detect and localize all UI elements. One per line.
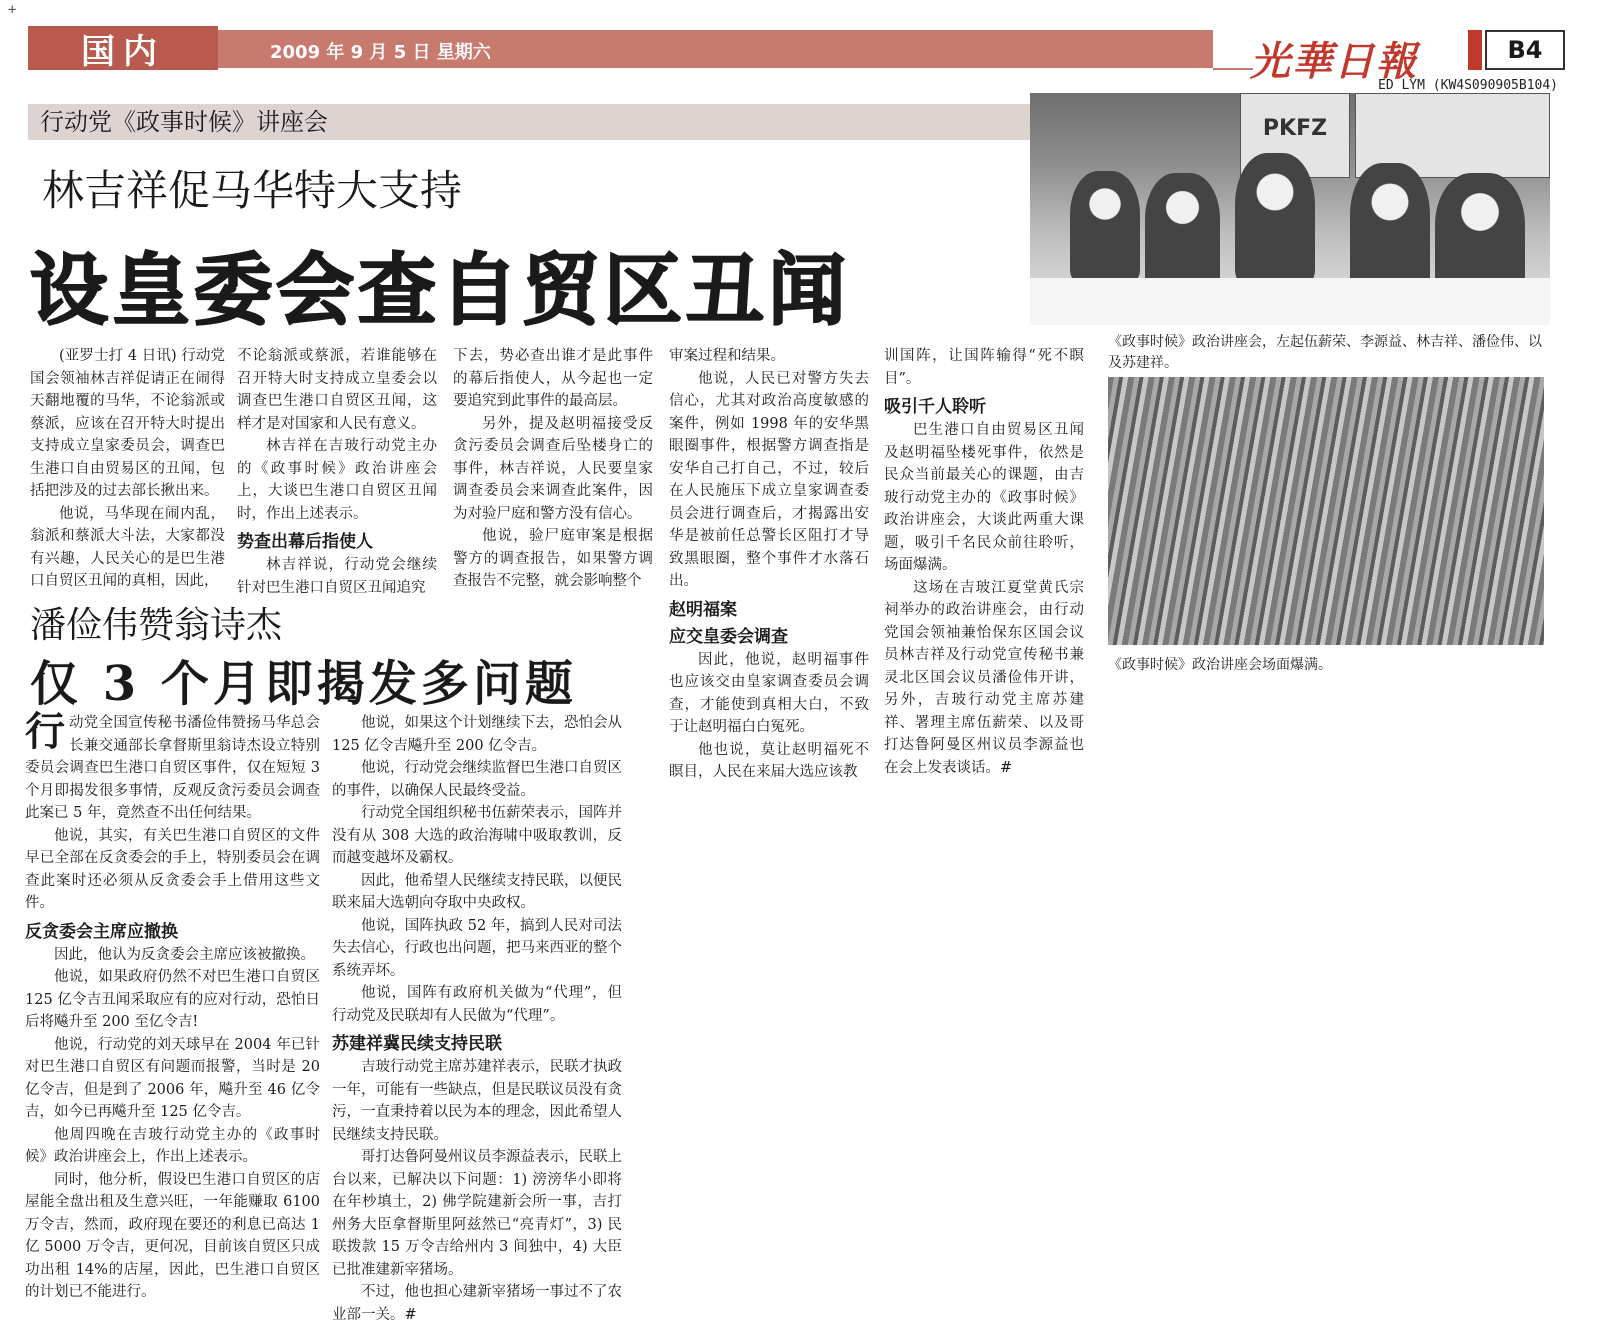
accent-bar (1468, 30, 1482, 70)
article1-column-5 (884, 345, 1084, 779)
paragraph: 他说，行动党会继续监督巴生港口自贸区的事件，以确保人民最终受益。 (332, 760, 622, 799)
paragraph: 审案过程和结果。 (669, 348, 785, 364)
speaker-figure (1235, 153, 1315, 283)
paragraph: 他说，其实，有关巴生港口自贸区的文件早已全部在反贪委会的手上，特别委员会在调查此案时还必须从反贪委会手上借用这些文件。 (25, 827, 320, 911)
drop-cap: 行 (25, 709, 65, 755)
paragraph: 不过，他也担心建新宰猪场一事过不了农业部一关。# (332, 1284, 622, 1323)
paragraph: 他说，国阵执政 52 年，搞到人民对司法失去信心，行政也出问题，把马来西亚的整个系统弄坏。 (332, 917, 622, 979)
table-cloth (1030, 278, 1550, 325)
audience-photo (1108, 377, 1544, 645)
paragraph: 训国阵，让国阵输得“死不瞑目”。 (884, 348, 1084, 387)
paragraph: 因此，他认为反贪委会主席应该被撤换。 (54, 946, 315, 963)
subheading: 反贪委会主席应撤换 (25, 921, 178, 942)
photo-caption: 《政事时候》政治讲座会，左起伍薪荣、李源益、林吉祥、潘俭伟、以及苏建祥。 (1108, 334, 1542, 371)
subheading: 苏建祥冀民续支持民联 (332, 1034, 502, 1054)
speaker-figure (1350, 163, 1430, 293)
paragraph: 他说，行动党的刘天球早在 2004 年已针对巴生港口自贸区有问题而报警，当时是 20 亿令吉，但是到了 2006 年，飚升至 46 亿令吉，如今已再飚升至 125 亿令吉。 (25, 1036, 320, 1120)
paragraph: 吉玻行动党主席苏建祥表示，民联才执政一年，可能有一些缺点，但是民联议员没有贪污，一直秉持着以民为本的理念，因此希望人民继续支持民联。 (332, 1059, 622, 1143)
subheading: 吸引千人聆听 (884, 397, 986, 417)
article1-column-4 (669, 345, 869, 784)
speaker-figure (1145, 173, 1220, 288)
kicker: 行动党《政事时候》讲座会 (28, 104, 1043, 140)
subheading: 应交皇委会调查 (669, 626, 788, 647)
masthead-logo: 光華日報 (1250, 38, 1418, 85)
paragraph: 他也说，莫让赵明福死不瞑目，人民在来届大选应该教 (669, 741, 869, 780)
photo-caption: 《政事时候》政治讲座会场面爆满。 (1108, 657, 1332, 673)
paragraph: 下去，势必查出谁才是此事件的幕后指使人，从今起也一定要追究到此事件的最高层。 (453, 348, 653, 409)
edition-code: ED LYM (KW4S090905B104) (1378, 78, 1559, 93)
paragraph: 因此，他希望人民继续支持民联，以便民联来届大选朝向夺取中央政权。 (332, 872, 622, 911)
paragraph: (亚罗士打 4 日讯) 行动党国会领袖林吉祥促请正在闹得天翻地覆的马华，不论翁派或蔡派，应该在召开特大时提出支持成立皇家委员会，调查巴生港口自由贸易区的丑闻，包括把涉及的过去部长揪出来。 (30, 348, 225, 499)
paragraph: 林吉祥说，行动党会继续针对巴生港口自贸区丑闻追究 (237, 557, 437, 596)
paragraph: 他说，验尸庭审案是根据警方的调查报告，如果警方调查报告不完整，就会影响整个 (453, 528, 653, 589)
paragraph: 巴生港口自由贸易区丑闻及赵明福坠楼死事件，依然是民众当前最关心的课题，由吉玻行动党主办的《政事时候》政治讲座会，大谈此两重大课题，吸引千名民众前往聆听，场面爆满。 (884, 422, 1084, 573)
masthead-rule (1213, 68, 1253, 70)
article2-column-2 (332, 712, 622, 1326)
article1-column-2 (237, 345, 437, 599)
paragraph: 他周四晚在吉玻行动党主办的《政事时候》政治讲座会上，作出上述表示。 (25, 1126, 320, 1165)
article1-column-1 (30, 345, 225, 593)
paragraph: 行动党全国组织秘书伍薪荣表示，国阵并没有从 308 大选的政治海啸中吸取教训，反而越变越坏及霸权。 (332, 805, 622, 866)
crop-mark: + (8, 2, 17, 18)
subheading: 赵明福案 (669, 599, 737, 620)
paragraph: 这场在吉玻江夏堂黄氏宗祠举办的政治讲座会，由行动党国会领袖兼怡保东区国会议员林吉祥及行动党宣传秘书兼灵北区国会议员潘俭伟开讲，另外，吉玻行动党主席苏建祥、署理主席伍薪荣、以及哥打达鲁阿曼区州议员李源益也在会上发表谈话。# (884, 579, 1084, 776)
paragraph: 林吉祥在吉玻行动党主办的《政事时候》政治讲座会上，大谈巴生港口自贸区丑闻时，作出上述表示。 (237, 438, 437, 522)
lead-text: 动党全国宣传秘书潘俭伟赞扬马华总会长兼交通部长拿督斯里翁诗杰设立特别委员会调查巴生港口自贸区事件，仅在短短 3 个月即揭发很多事情，反观反贪污委员会调查此案已 5 年，竟然查不出任何结果。 (25, 715, 320, 821)
article2-headline-top: 潘俭伟赞翁诗杰 (30, 605, 283, 646)
speakers-photo (1030, 93, 1550, 325)
paragraph: 他说，如果这个计划继续下去，恐怕会从 125 亿令吉飚升至 200 亿令吉。 (332, 715, 622, 754)
paragraph: 同时，他分析，假设巴生港口自贸区的店屋能全盘出租及生意兴旺，一年能赚取 6100 万令吉，然而，政府现在要还的利息已高达 1 亿 5000 万令吉，更何况，目前该自贸区只成功出租 14%的店屋，因此，巴生港口自贸区的计划已不能进行。 (25, 1171, 320, 1300)
paragraph: 不论翁派或蔡派，若谁能够在召开特大时支持成立皇委会以调查巴生港口自贸区丑闻，这样才是对国家和人民有意义。 (237, 348, 437, 432)
section-badge: 国内 (28, 26, 218, 70)
paragraph: 哥打达鲁阿曼州议员李源益表示，民联上台以来，已解决以下问题：1) 滂滂华小即将在年杪填土，2) 佛学院建新会所一事，吉打州务大臣拿督斯里阿兹然已“亮青灯”，3) 民联拨款 15 万令吉给州内 3 间独中，4) 大臣已批准建新宰猪场。 (332, 1149, 622, 1278)
paragraph: 他说，国阵有政府机关做为“代理”，但行动党及民联却有人民做为“代理”。 (332, 985, 622, 1024)
article1-headline-top: 林吉祥促马华特大支持 (42, 166, 463, 215)
issue-date: 2009 年 9 月 5 日 星期六 (270, 42, 491, 63)
article2-column-1 (25, 709, 320, 1304)
paragraph: 因此，他说，赵明福事件也应该交由皇家调查委员会调查，才能使到真相大白，不致于让赵明福白白冤死。 (669, 651, 869, 735)
page-number: B4 (1485, 30, 1565, 70)
article2-headline-main: 仅 3 个月即揭发多问题 (30, 656, 577, 712)
lead-paragraph (25, 709, 320, 825)
poster-text: PKFZ (1262, 116, 1328, 141)
article1-headline-main: 设皇委会查自贸区丑闻 (30, 246, 851, 336)
paragraph: 他说，如果政府仍然不对巴生港口自贸区 125 亿令吉丑闻采取应有的应对行动，恐怕日后将飚升至 200 至亿令吉! (25, 969, 320, 1030)
article1-column-3 (453, 345, 653, 593)
speaker-figure (1070, 171, 1140, 281)
paragraph: 他说，马华现在闹内乱，翁派和蔡派大斗法，大家都没有兴趣，人民关心的是巴生港口自贸区丑闻的真相，因此， (30, 505, 225, 589)
paragraph: 另外，提及赵明福接受反贪污委员会调查后坠楼身亡的事件，林吉祥说，人民要皇家调查委员会来调查此案件，因为对验尸庭和警方没有信心。 (453, 415, 653, 522)
subheading: 势查出幕后指使人 (237, 532, 373, 552)
paragraph: 他说，人民已对警方失去信心，尤其对政治高度敏感的案件，例如 1998 年的安华黑眼圈事件，根据警方调查指是安华自己打自己，不过，较后在人民施压下成立皇家调查委员会进行调查后，才揭露出安华是被前任总警长区阻打才导致黑眼圈，整个事件才水落石出。 (669, 370, 869, 589)
